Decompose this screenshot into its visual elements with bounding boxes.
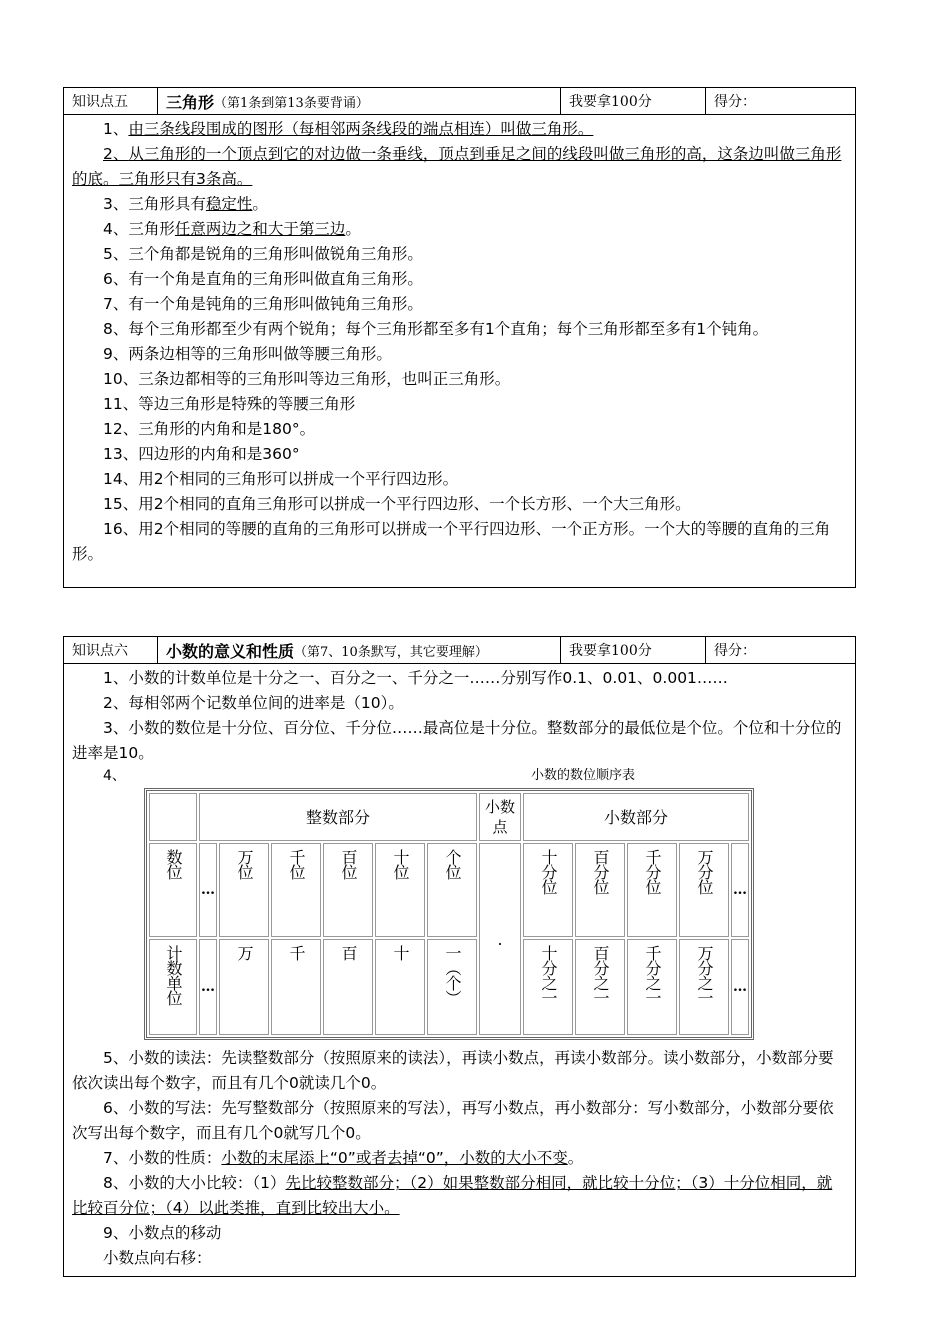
section-label: 知识点六 bbox=[64, 637, 158, 663]
section-subtitle: （第1条到第13条要背诵） bbox=[214, 95, 369, 111]
section-body bbox=[64, 664, 855, 1275]
unit-cell: 十 bbox=[375, 939, 425, 1035]
score-field[interactable]: 得分： bbox=[714, 94, 756, 110]
section-label: 知识点五 bbox=[64, 88, 158, 114]
place-cell: 百位 bbox=[323, 843, 373, 937]
section-header bbox=[64, 88, 855, 115]
section-decimals bbox=[63, 636, 856, 1277]
list-item: 1、由三条线段围成的图形（每相邻两条线段的端点相连）叫做三角形。 bbox=[103, 120, 594, 138]
ellipsis: … bbox=[731, 939, 749, 1035]
unit-cell: 一（个） bbox=[427, 939, 477, 1035]
list-item-number: 4、 bbox=[103, 768, 126, 784]
list-item: 13、四边形的内角和是360° bbox=[103, 445, 300, 463]
list-item: 7、有一个角是钝角的三角形叫做钝角三角形。 bbox=[103, 295, 423, 313]
list-item: 2、每相邻两个记数单位间的进率是（10）。 bbox=[103, 694, 404, 712]
list-item: 5、小数的读法：先读整数部分（按照原来的读法），再读小数点，再读小数部分。读小数部分，小数部分要依次读出每个数字，而且有几个0就读几个0。 bbox=[72, 1049, 834, 1092]
row-label-place: 数位 bbox=[149, 843, 197, 937]
section-subtitle: （第7、10条默写，其它要理解） bbox=[294, 644, 488, 660]
place-cell: 万位 bbox=[219, 843, 269, 937]
decimal-point-symbol: . bbox=[479, 843, 521, 1035]
list-item: 9、小数点的移动 bbox=[103, 1224, 222, 1242]
place-value-block bbox=[72, 766, 847, 1046]
place-cell: 十位 bbox=[375, 843, 425, 937]
decimal-point-header: 小数点 bbox=[479, 793, 521, 841]
list-item: 5、三个角都是锐角的三角形叫做锐角三角形。 bbox=[103, 245, 423, 263]
list-item: 小数点向右移： bbox=[103, 1249, 212, 1267]
goal-text: 我要拿100分 bbox=[561, 637, 706, 663]
table-caption: 小数的数位顺序表 bbox=[530, 768, 635, 783]
unit-cell: 千 bbox=[271, 939, 321, 1035]
list-item: 3、小数的数位是十分位、百分位、千分位……最高位是十分位。整数部分的最低位是个位。个位和十分位的进率是10。 bbox=[72, 719, 842, 762]
unit-cell: 百分之一 bbox=[575, 939, 625, 1035]
unit-cell: 万 bbox=[219, 939, 269, 1035]
integer-part-header: 整数部分 bbox=[199, 793, 477, 841]
decimal-part-header: 小数部分 bbox=[523, 793, 749, 841]
list-item: 12、三角形的内角和是180°。 bbox=[103, 420, 316, 438]
ellipsis: … bbox=[731, 843, 749, 937]
section-title-cell bbox=[158, 88, 561, 114]
list-item: 2、从三角形的一个顶点到它的对边做一条垂线，顶点到垂足之间的线段叫做三角形的高，这条边叫做三角形的底。三角形只有3条高。 bbox=[72, 145, 842, 188]
list-item: 9、两条边相等的三角形叫做等腰三角形。 bbox=[103, 345, 392, 363]
section-header bbox=[64, 637, 855, 664]
list-item: 8、小数的大小比较：（1）先比较整数部分；（2）如果整数部分相同，就比较十分位；（3）十分位相同，就比较百分位；（4）以此类推，直到比较出大小。 bbox=[72, 1174, 833, 1217]
list-item: 3、三角形具有稳定性。 bbox=[103, 195, 268, 213]
list-item: 6、小数的写法：先写整数部分（按照原来的写法），再写小数点，再小数部分：写小数部分，小数部分要依次写出每个数字，而且有几个0就写几个0。 bbox=[72, 1099, 834, 1142]
list-item: 8、每个三角形都至少有两个锐角；每个三角形都至多有1个直角；每个三角形都至多有1个钝角。 bbox=[103, 320, 769, 338]
list-item: 6、有一个角是直角的三角形叫做直角三角形。 bbox=[103, 270, 423, 288]
place-cell: 十分位 bbox=[523, 843, 573, 937]
unit-cell: 千分之一 bbox=[627, 939, 677, 1035]
section-triangle bbox=[63, 87, 856, 588]
place-cell: 千位 bbox=[271, 843, 321, 937]
list-item: 7、小数的性质：小数的末尾添上“0”或者去掉“0”，小数的大小不变。 bbox=[103, 1149, 584, 1167]
goal-text: 我要拿100分 bbox=[561, 88, 706, 114]
list-item: 4、三角形任意两边之和大于第三边。 bbox=[103, 220, 361, 238]
list-item: 11、等边三角形是特殊的等腰三角形 bbox=[103, 395, 356, 413]
unit-cell: 十分之一 bbox=[523, 939, 573, 1035]
score-field[interactable]: 得分： bbox=[714, 643, 756, 659]
list-item: 14、用2个相同的三角形可以拼成一个平行四边形。 bbox=[103, 470, 459, 488]
list-item: 10、三条边都相等的三角形叫等边三角形，也叫正三角形。 bbox=[103, 370, 511, 388]
place-cell: 千分位 bbox=[627, 843, 677, 937]
row-label-unit: 计数单位 bbox=[149, 939, 197, 1035]
unit-cell: 百 bbox=[323, 939, 373, 1035]
list-item: 16、用2个相同的等腰的直角的三角形可以拼成一个平行四边形、一个正方形。一个大的等腰的直角的三角形。 bbox=[72, 520, 831, 563]
list-item: 15、用2个相同的直角三角形可以拼成一个平行四边形、一个长方形、一个大三角形。 bbox=[103, 495, 691, 513]
section-title-cell bbox=[158, 637, 561, 663]
ellipsis: … bbox=[199, 939, 217, 1035]
place-cell: 个位 bbox=[427, 843, 477, 937]
section-body bbox=[64, 115, 855, 571]
ellipsis: … bbox=[199, 843, 217, 937]
section-title: 三角形 bbox=[166, 92, 215, 112]
place-value-table bbox=[144, 788, 754, 1040]
place-cell: 百分位 bbox=[575, 843, 625, 937]
place-cell: 万分位 bbox=[679, 843, 729, 937]
list-item: 1、小数的计数单位是十分之一、百分之一、千分之一……分别写作0.1、0.01、0.001…… bbox=[103, 669, 728, 687]
section-title: 小数的意义和性质 bbox=[166, 641, 295, 661]
unit-cell: 万分之一 bbox=[679, 939, 729, 1035]
